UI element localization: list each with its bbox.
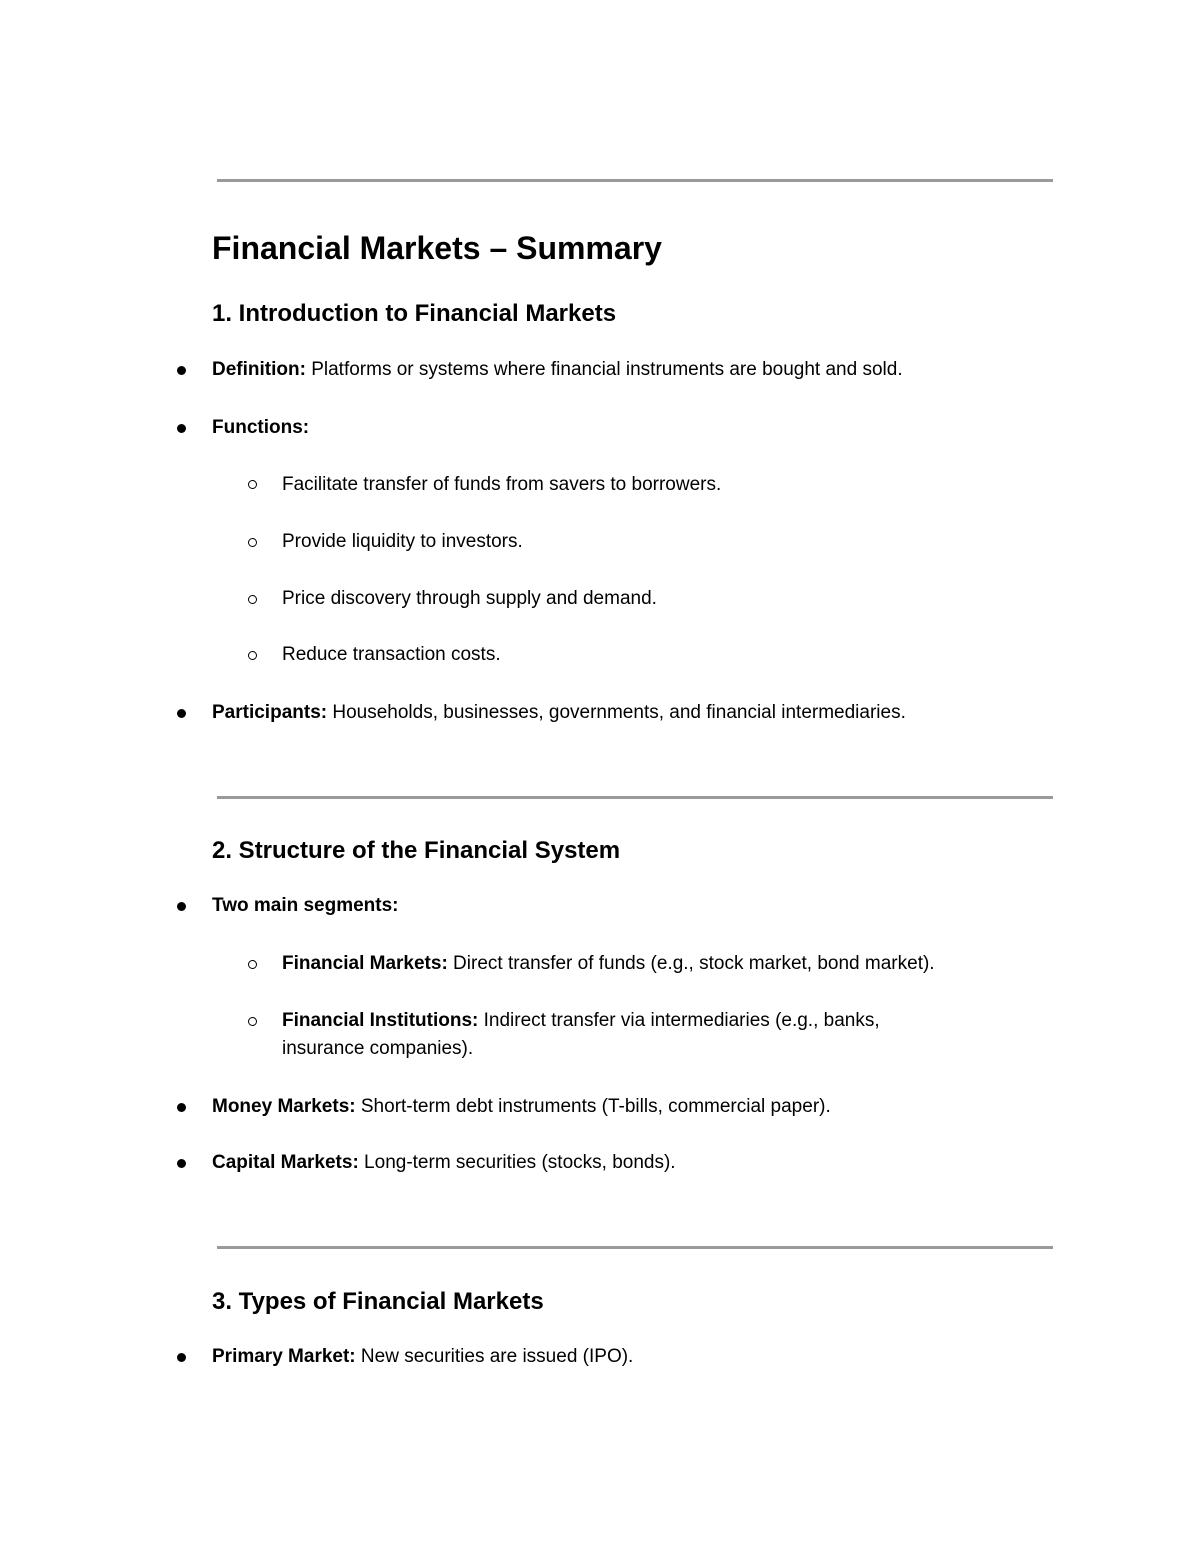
segment-label: Financial Markets: bbox=[282, 953, 448, 974]
participants-text: Households, businesses, governments, and financial intermediaries. bbox=[327, 702, 906, 723]
function-item: Provide liquidity to investors. bbox=[282, 531, 523, 552]
bullet-icon bbox=[177, 1103, 186, 1112]
money-markets-text: Short-term debt instruments (T-bills, commercial paper). bbox=[355, 1096, 831, 1117]
segment-text: Direct transfer of funds (e.g., stock market, bond market). bbox=[447, 953, 935, 974]
list-item-participants bbox=[212, 699, 906, 727]
segment-label: Financial Institutions: bbox=[282, 1010, 479, 1031]
definition-text: Platforms or systems where financial instruments are bought and sold. bbox=[305, 359, 903, 380]
hollow-bullet-icon bbox=[248, 480, 257, 489]
segments-label: Two main segments: bbox=[212, 895, 399, 916]
list-item-primary-market bbox=[212, 1343, 633, 1371]
segment-item-financial-institutions bbox=[282, 1007, 880, 1035]
segment-item-financial-markets bbox=[282, 950, 935, 978]
list-item-functions bbox=[212, 414, 309, 442]
function-item: Facilitate transfer of funds from savers to borrowers. bbox=[282, 474, 722, 495]
bullet-icon bbox=[177, 1159, 186, 1168]
bullet-icon bbox=[177, 424, 186, 433]
page-title: Financial Markets – Summary bbox=[212, 230, 662, 266]
primary-market-label: Primary Market: bbox=[212, 1346, 356, 1367]
functions-label: Functions: bbox=[212, 417, 310, 438]
function-item: Reduce transaction costs. bbox=[282, 644, 501, 665]
section-heading-structure: 2. Structure of the Financial System bbox=[212, 837, 621, 864]
hollow-bullet-icon bbox=[248, 960, 257, 969]
capital-markets-label: Capital Markets: bbox=[212, 1152, 359, 1173]
bullet-icon bbox=[177, 366, 186, 375]
list-item-capital-markets bbox=[212, 1149, 676, 1177]
hollow-bullet-icon bbox=[248, 538, 257, 547]
hollow-bullet-icon bbox=[248, 651, 257, 660]
horizontal-rule bbox=[217, 179, 1053, 182]
section-heading-introduction: 1. Introduction to Financial Markets bbox=[212, 300, 617, 327]
list-item-definition bbox=[212, 356, 903, 384]
capital-markets-text: Long-term securities (stocks, bonds). bbox=[358, 1152, 676, 1173]
primary-market-text: New securities are issued (IPO). bbox=[355, 1346, 634, 1367]
segment-text-continued: insurance companies). bbox=[282, 1038, 474, 1059]
horizontal-rule bbox=[217, 1246, 1053, 1249]
list-item-money-markets bbox=[212, 1093, 831, 1121]
function-item: Price discovery through supply and demand. bbox=[282, 588, 657, 609]
hollow-bullet-icon bbox=[248, 1017, 257, 1026]
bullet-icon bbox=[177, 1353, 186, 1362]
section-heading-types: 3. Types of Financial Markets bbox=[212, 1288, 544, 1315]
hollow-bullet-icon bbox=[248, 595, 257, 604]
horizontal-rule bbox=[217, 796, 1053, 799]
definition-label: Definition: bbox=[212, 359, 306, 380]
participants-label: Participants: bbox=[212, 702, 328, 723]
money-markets-label: Money Markets: bbox=[212, 1096, 356, 1117]
bullet-icon bbox=[177, 709, 186, 718]
segment-text: Indirect transfer via intermediaries (e.g., banks, bbox=[478, 1010, 880, 1031]
bullet-icon bbox=[177, 902, 186, 911]
list-item-segments bbox=[212, 892, 399, 920]
